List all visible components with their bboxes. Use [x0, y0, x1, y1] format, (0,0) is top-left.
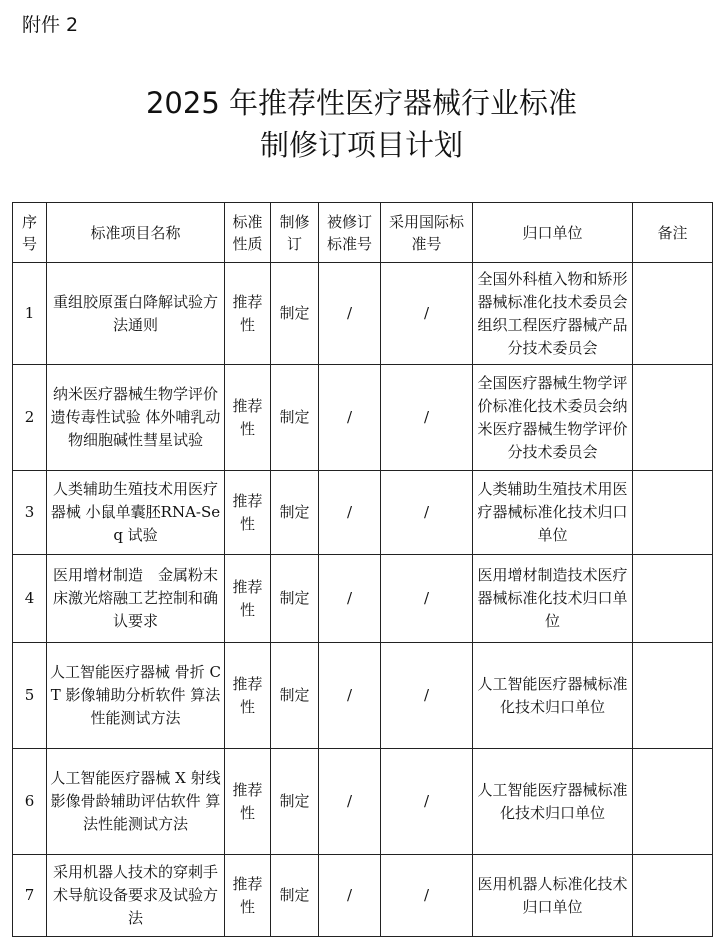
cell-index: 6 [13, 749, 47, 855]
cell-unit: 全国外科植入物和矫形器械标准化技术委员会组织工程医疗器械产品分技术委员会 [473, 263, 633, 365]
cell-revised-no: / [319, 855, 381, 937]
cell-nature: 推荐性 [225, 263, 271, 365]
cell-unit: 医用增材制造技术医疗器械标准化技术归口单位 [473, 555, 633, 643]
cell-remark [633, 365, 713, 471]
cell-name: 人工智能医疗器械 X 射线影像骨龄辅助评估软件 算法性能测试方法 [47, 749, 225, 855]
cell-revised-no: / [319, 749, 381, 855]
standards-plan-table [12, 202, 713, 937]
cell-name: 人类辅助生殖技术用医疗器械 小鼠单囊胚RNA-Seq 试验 [47, 471, 225, 555]
header-remark: 备注 [633, 203, 713, 263]
cell-intl-no: / [381, 471, 473, 555]
cell-intl-no: / [381, 555, 473, 643]
cell-index: 5 [13, 643, 47, 749]
cell-index: 2 [13, 365, 47, 471]
cell-revised-no: / [319, 365, 381, 471]
cell-intl-no: / [381, 643, 473, 749]
header-index: 序号 [13, 203, 47, 263]
cell-intl-no: / [381, 855, 473, 937]
table-row [13, 749, 713, 855]
cell-revision: 制定 [271, 555, 319, 643]
cell-revision: 制定 [271, 643, 319, 749]
cell-name: 重组胶原蛋白降解试验方法通则 [47, 263, 225, 365]
header-unit: 归口单位 [473, 203, 633, 263]
cell-remark [633, 855, 713, 937]
cell-unit: 人工智能医疗器械标准化技术归口单位 [473, 749, 633, 855]
cell-name: 纳米医疗器械生物学评价 遗传毒性试验 体外哺乳动物细胞碱性彗星试验 [47, 365, 225, 471]
cell-intl-no: / [381, 263, 473, 365]
title-line-2: 制修订项目计划 [259, 128, 463, 162]
document-title [0, 82, 723, 166]
header-revision: 制修订 [271, 203, 319, 263]
attachment-label: 附件 2 [22, 14, 79, 36]
title-line-1: 2025 年推荐性医疗器械行业标准 [145, 86, 578, 120]
cell-revision: 制定 [271, 749, 319, 855]
cell-revision: 制定 [271, 855, 319, 937]
table-row [13, 855, 713, 937]
cell-nature: 推荐性 [225, 471, 271, 555]
cell-revision: 制定 [271, 365, 319, 471]
cell-revised-no: / [319, 471, 381, 555]
cell-index: 7 [13, 855, 47, 937]
table-row [13, 263, 713, 365]
cell-intl-no: / [381, 365, 473, 471]
cell-unit: 全国医疗器械生物学评价标准化技术委员会纳米医疗器械生物学评价分技术委员会 [473, 365, 633, 471]
cell-revision: 制定 [271, 471, 319, 555]
cell-revised-no: / [319, 643, 381, 749]
cell-revision: 制定 [271, 263, 319, 365]
cell-nature: 推荐性 [225, 749, 271, 855]
cell-name: 采用机器人技术的穿刺手术导航设备要求及试验方法 [47, 855, 225, 937]
cell-revised-no: / [319, 263, 381, 365]
cell-intl-no: / [381, 749, 473, 855]
header-revised-no: 被修订标准号 [319, 203, 381, 263]
cell-index: 4 [13, 555, 47, 643]
cell-unit: 人工智能医疗器械标准化技术归口单位 [473, 643, 633, 749]
cell-nature: 推荐性 [225, 643, 271, 749]
cell-remark [633, 471, 713, 555]
table-row [13, 555, 713, 643]
header-intl-no: 采用国际标准号 [381, 203, 473, 263]
cell-nature: 推荐性 [225, 365, 271, 471]
table-row [13, 471, 713, 555]
cell-unit: 人类辅助生殖技术用医疗器械标准化技术归口单位 [473, 471, 633, 555]
header-name: 标准项目名称 [47, 203, 225, 263]
cell-remark [633, 555, 713, 643]
table-row [13, 365, 713, 471]
table-header-row [13, 203, 713, 263]
cell-revised-no: / [319, 555, 381, 643]
cell-index: 3 [13, 471, 47, 555]
cell-index: 1 [13, 263, 47, 365]
cell-remark [633, 263, 713, 365]
cell-nature: 推荐性 [225, 555, 271, 643]
header-nature: 标准性质 [225, 203, 271, 263]
cell-name: 医用增材制造 金属粉末床激光熔融工艺控制和确认要求 [47, 555, 225, 643]
cell-nature: 推荐性 [225, 855, 271, 937]
cell-name: 人工智能医疗器械 骨折 CT 影像辅助分析软件 算法性能测试方法 [47, 643, 225, 749]
cell-unit: 医用机器人标准化技术归口单位 [473, 855, 633, 937]
cell-remark [633, 749, 713, 855]
cell-remark [633, 643, 713, 749]
table-row [13, 643, 713, 749]
